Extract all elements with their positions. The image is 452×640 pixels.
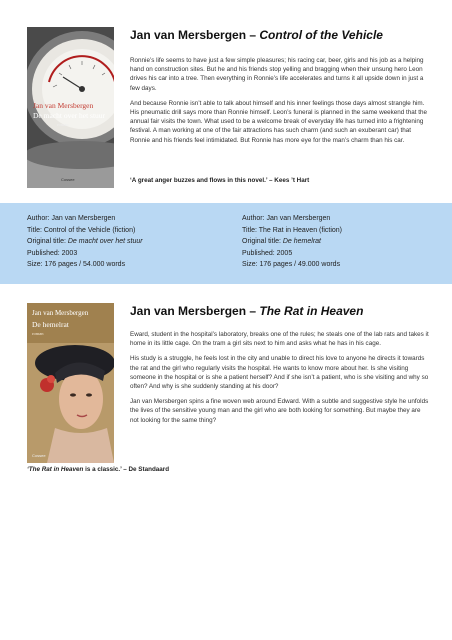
info-size: Size: 176 pages / 54.000 words [27, 261, 126, 269]
info-title: Title: The Rat in Heaven (fiction) [242, 226, 342, 234]
cover-title: De hemelrat [32, 320, 69, 329]
info-author: Author: Jan van Mersbergen [27, 215, 116, 222]
cover-genre: roman [57, 122, 69, 127]
quote-rest: is a classic.’ – De Standaard [83, 466, 170, 473]
book-cover-control-of-the-vehicle [27, 27, 114, 188]
review-quote-1: ‘A great anger buzzes and flows in this novel.’ – Kees ’t Hart [130, 177, 310, 184]
title-italic: The Rat in Heaven [259, 304, 364, 318]
cover-author: Jan van Mersbergen [33, 101, 94, 110]
info-original-prefix: Original title: [242, 238, 283, 246]
info-original-prefix: Original title: [27, 238, 68, 246]
book-description-1 [130, 56, 430, 151]
info-published: Published: 2003 [27, 249, 78, 257]
info-author: Author: Jan van Mersbergen [242, 215, 331, 222]
title-italic: Control of the Vehicle [259, 28, 383, 42]
book-cover-the-rat-in-heaven [27, 303, 114, 463]
cover-author: Jan van Mersbergen [32, 309, 89, 317]
book-info-left [27, 213, 143, 271]
book-info-right [242, 213, 342, 271]
cover-publisher: Cossee [32, 453, 46, 458]
book-description-2 [130, 330, 430, 431]
cover-title: De macht over het stuur [33, 111, 106, 120]
info-title: Title: Control of the Vehicle (fiction) [27, 226, 136, 234]
cover-genre: roman [32, 331, 44, 336]
info-size: Size: 176 pages / 49.000 words [242, 261, 341, 269]
info-original-italic: De macht over het stuur [67, 238, 143, 246]
description-paragraph: His study is a struggle, he feels lost in the city and unable to direct his love to anyone he directs it towards the rat and the girl who regularly visits the hospital. He wants to know more about her. Is she visiting someone in the hospital or is she a patient herself? And if she isn’t a patient, who is she visiting and why so often? And why is she suddenly standing at his door? [130, 355, 429, 391]
description-paragraph: Jan van Mersbergen spins a fine woven web around Edward. With a subtle and suggestive style he unfolds the lives of the sensitive young man and the girl who are both looking for something. But maybe they are not looking for the same thing? [130, 398, 429, 424]
description-paragraph: Ronnie’s life seems to have just a few simple pleasures; his racing car, beer, girls and his job as a helping hand on construction sites. But he and his friends stop yelling and bragging when their unsung hero Leon drives his car into a tree. Then everything in Ronnie’s life accelerates and turns it all upside down in just a few days. [130, 57, 424, 92]
quote-italic: ‘The Rat in Heaven [27, 466, 84, 473]
review-quote-2 [27, 466, 227, 473]
book-info-band [0, 203, 452, 284]
info-original-italic: De hemelrat [282, 238, 321, 246]
cover-publisher: Cossee [61, 177, 75, 182]
info-original-title [242, 236, 342, 248]
title-prefix: Jan van Mersbergen – [130, 304, 260, 318]
description-paragraph: And because Ronnie isn’t able to talk about himself and his inner feelings those days almost strangle him. His pneumatic drill says more than Ronnie himself. Leon’s funeral is planned in the same weekend that the annual fair visits the town. What used to be a welcome break of everyday life has turned into a frightening festival. A man working at one of the fair attractions has such charm (and such an exuberant car) that Ronnie and his friends feel intimidated. But Ronnie has more eye for the man’s charm than his car. [130, 99, 428, 144]
book-title-the-rat-in-heaven [130, 304, 363, 318]
title-prefix: Jan van Mersbergen – [130, 28, 260, 42]
info-original-title [27, 236, 143, 248]
book-title-control-of-the-vehicle [130, 28, 383, 42]
info-published: Published: 2005 [242, 249, 293, 257]
description-paragraph: Eward, student in the hospital’s laboratory, breaks one of the rules; he steals one of the lab rats and takes it home in its little cage. On the tram a girl sits next to him and asks what he has in his cage. [130, 331, 429, 348]
